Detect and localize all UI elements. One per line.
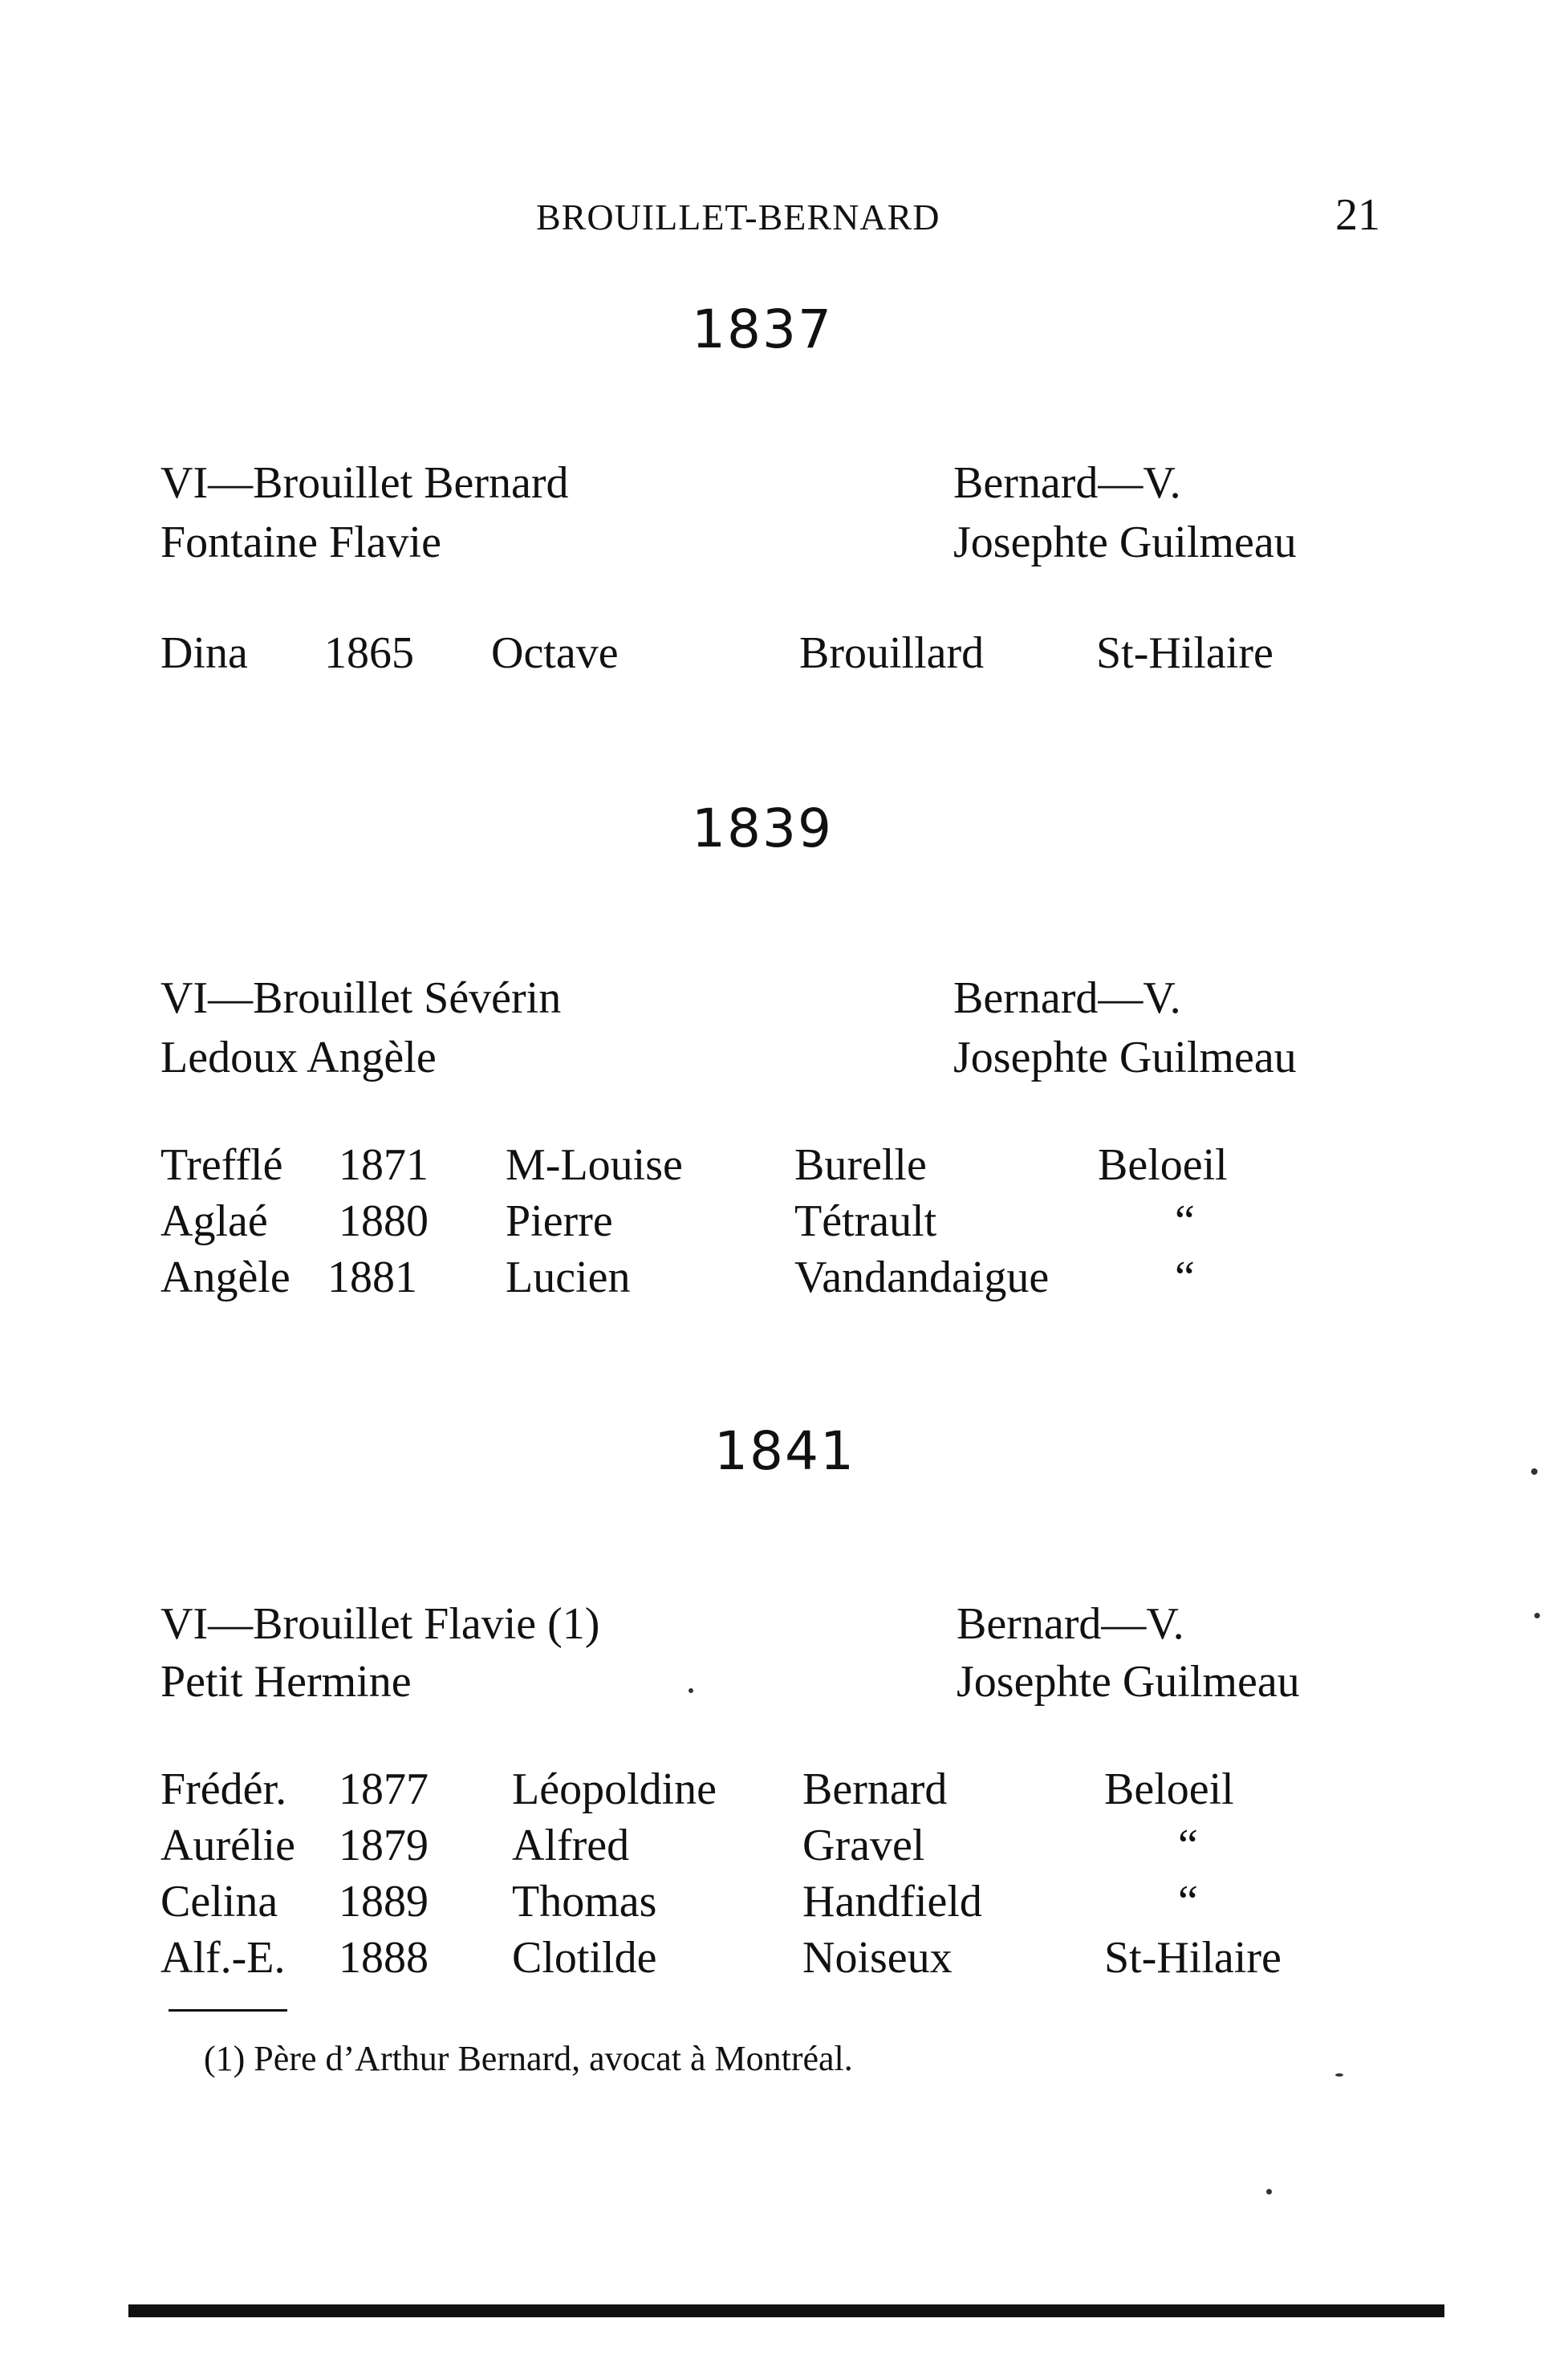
parish: Beloeil [1104, 1764, 1234, 1814]
child-first-name: Frédér. [160, 1764, 287, 1814]
parish: St-Hilaire [1096, 628, 1273, 678]
footnote-rule [169, 2009, 287, 2012]
spouse-first-name: Octave [491, 628, 619, 678]
child-first-name: Aglaé [160, 1196, 268, 1246]
husband-parents-line: Bernard—V. [953, 458, 1181, 508]
parish-ditto-mark: “ [1178, 1877, 1198, 1927]
scan-speck [1534, 1613, 1540, 1618]
marriage-year: 1889 [339, 1877, 429, 1927]
marriage-year: 1879 [339, 1821, 429, 1870]
spouse-surname: Gravel [802, 1821, 925, 1870]
marriage-year: 1881 [327, 1253, 417, 1302]
child-first-name: Trefflé [160, 1140, 283, 1190]
child-first-name: Celina [160, 1877, 278, 1927]
husband-line: VI—Brouillet Sévérin [160, 973, 562, 1023]
husband-line: VI—Brouillet Bernard [160, 458, 569, 508]
parish-ditto-mark: “ [1175, 1196, 1195, 1246]
marriage-year: 1877 [339, 1764, 429, 1814]
child-first-name: Dina [160, 628, 248, 678]
child-first-name: Aurélie [160, 1821, 295, 1870]
husband-mother-line: Josephte Guilmeau [957, 1657, 1300, 1707]
wife-line: Petit Hermine [160, 1657, 412, 1707]
parish-ditto-mark: “ [1175, 1253, 1195, 1302]
child-first-name: Angèle [160, 1253, 290, 1302]
spouse-surname: Vandandaigue [794, 1253, 1050, 1302]
running-title: BROUILLET-BERNARD [536, 197, 940, 238]
section-year: 1837 [692, 298, 833, 360]
spouse-first-name: Clotilde [512, 1933, 657, 1983]
page-number: 21 [1335, 190, 1380, 240]
spouse-surname: Burelle [794, 1140, 927, 1190]
husband-line: VI—Brouillet Flavie (1) [160, 1599, 600, 1649]
spouse-first-name: Thomas [512, 1877, 657, 1927]
husband-mother-line: Josephte Guilmeau [953, 518, 1297, 567]
marriage-year: 1865 [324, 628, 414, 678]
scan-speck [1335, 2073, 1343, 2077]
spouse-first-name: Alfred [512, 1821, 630, 1870]
scan-speck [1531, 1468, 1538, 1475]
husband-parents-line: Bernard—V. [957, 1599, 1184, 1649]
spouse-surname: Handfield [802, 1877, 982, 1927]
scan-speck [1266, 2189, 1272, 2195]
husband-mother-line: Josephte Guilmeau [953, 1033, 1297, 1082]
spouse-first-name: Léopoldine [512, 1764, 717, 1814]
wife-line: Fontaine Flavie [160, 518, 441, 567]
spouse-first-name: Lucien [506, 1253, 631, 1302]
parish-ditto-mark: “ [1178, 1821, 1198, 1870]
parish: Beloeil [1098, 1140, 1228, 1190]
husband-parents-line: Bernard—V. [953, 973, 1181, 1023]
spouse-surname: Brouillard [799, 628, 985, 678]
wife-line: Ledoux Angèle [160, 1033, 437, 1082]
child-first-name: Alf.-E. [160, 1933, 286, 1983]
bottom-rule [128, 2304, 1444, 2317]
footnote-text: (1) Père d’Arthur Bernard, avocat à Montréal. [204, 2039, 853, 2078]
spouse-surname: Noiseux [802, 1933, 953, 1983]
spouse-surname: Bernard [802, 1764, 948, 1814]
marriage-year: 1871 [339, 1140, 429, 1190]
marriage-year: 1880 [339, 1196, 429, 1246]
spouse-surname: Tétrault [794, 1196, 937, 1246]
spouse-first-name: Pierre [506, 1196, 613, 1246]
marriage-year: 1888 [339, 1933, 429, 1983]
section-year: 1839 [692, 798, 833, 859]
parish: St-Hilaire [1104, 1933, 1282, 1983]
section-year: 1841 [714, 1420, 855, 1482]
scan-speck [689, 1688, 693, 1693]
spouse-first-name: M-Louise [506, 1140, 683, 1190]
